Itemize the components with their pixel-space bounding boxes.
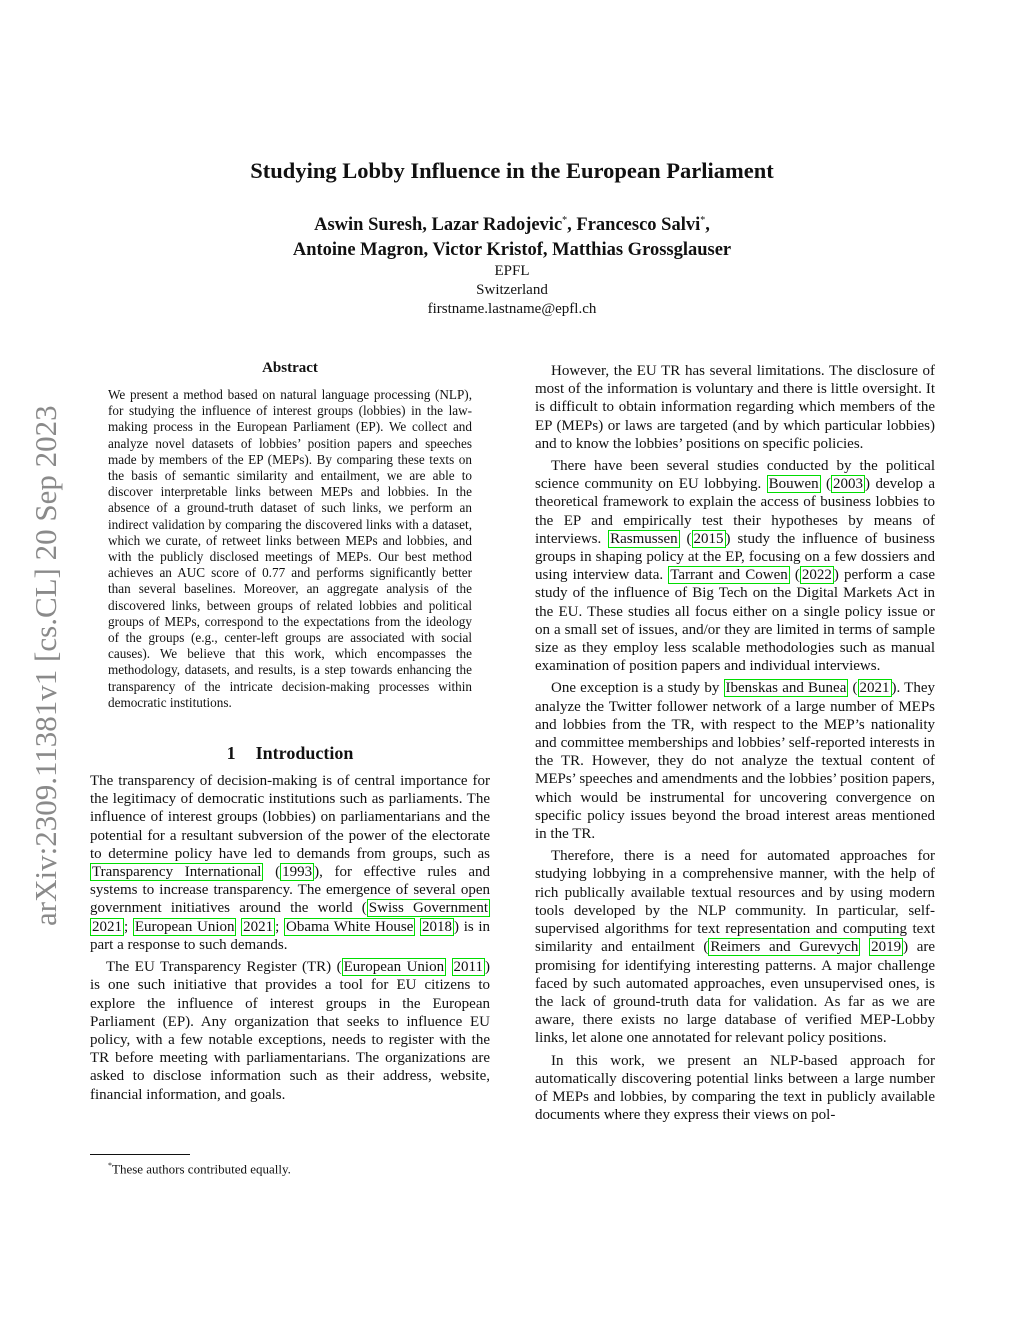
citation-link[interactable]: Swiss Government bbox=[368, 900, 488, 917]
citation-link[interactable]: European Union bbox=[134, 918, 235, 935]
affiliation bbox=[0, 262, 1024, 319]
body-paragraph-3: One exception is a study by Ibenskas and Bunea ( 2021 ). They analyze the Twitter follower network of a large number of MEPs and lobbies from the TR, with respect to the MEP’s nationality and committee memberships and lobbies’ self-reported interests in the TR. However, they do not analyze the textual content of MEPs’ speeches and amendments and the lobbies’ position papers, which would be instrumental for uncovering convergence on specific policy issues beyond the broad interest areas mentioned in the TR. bbox=[535, 680, 936, 843]
body-paragraph-1: However, the EU TR has several limitations. The disclosure of most of the information is voluntary and there is little oversight. It is difficult to obtain information regarding which members of the EP (MEPs) or laws are targeted (and by which particular lobbies) and to know the lobbies’ positions on specific policies. bbox=[535, 363, 935, 452]
citation-link[interactable]: 2003 bbox=[833, 476, 864, 493]
paper-title: Studying Lobby Influence in the European Parliament bbox=[250, 158, 774, 183]
country: Switzerland bbox=[476, 282, 548, 298]
abstract-text: We present a method based on natural language processing (NLP), for studying the influence of interest groups (lobbies) in the law-making process in the European Parliament (EP). We collect and analyze novel datasets of lobbies’ position papers and speeches made by members of the EP (MEPs). By comparing these texts on the basis of semantic similarity and entailment, we are able to discover interpretable links between MEPs and lobbies. In the absence of a ground-truth dataset of such links, we perform an indirect validation by comparing the discovered links with a dataset, which we curate, of retweet links between MEPs and lobbies, and with the publicly disclosed meetings of MEPs. Our best method achieves an AUC score of 0.77 and performs significantly better than several baselines. Moreover, an aggregate analysis of the discovered links, between groups of related lobbies and political groups of MEPs, correspond to the expectations from the ideology of the groups (e.g., center-left groups are associated with social causes). We believe that this work, which encompasses the methodology, datasets, and results, is a step towards enhancing the transparency of the intricate decision-making processes within democratic institutions. bbox=[108, 387, 472, 710]
body-paragraph-2: There have been several studies conducted by the political science community on EU lobbying. Bouwen ( 2003 ) develop a theoretical framework to explain the access of business lobbies to the EP and empirically test their hypotheses by means of interviews. Rasmussen ( 2015 ) study the influence of business groups in shaping policy at the EP, focusing on a few dossiers and using interview data. Tarrant and Cowen ( 2022 ) perform a case study of the influence of Big Tech on the Digital Markets Act in the EU. These studies all focus either on a single policy issue or on a small set of issues, and/or they are limited in terms of sample size as they employ less scalable methodologies such as manual examination of position papers and individual interviews. bbox=[535, 458, 936, 675]
intro-paragraph-2: The EU Transparency Register (TR) ( European Union 2011 ) is one such initiative that provides a tool for EU citizens to explore the influence of interest groups in the European Parliament (EP). Any organization that seeks to influence EU policy, with a few notable exceptions, needs to register with the TR before meeting with parliamentarians. The organizations are asked to disclose information such as their address, website, financial information, and goals. bbox=[90, 959, 490, 1103]
body-paragraph-5: In this work, we present an NLP-based approach for automatically discovering potential links between a large number of MEPs and lobbies, by comparing the text in publicly available documents where they express their views on pol- bbox=[535, 1052, 935, 1124]
citation-link[interactable]: 2018 bbox=[422, 918, 453, 935]
citation-link[interactable]: 2015 bbox=[693, 530, 724, 547]
citation-link[interactable]: 2021 bbox=[92, 918, 122, 935]
citation-link[interactable]: European Union bbox=[343, 959, 445, 976]
citation-link[interactable]: Reimers and Gurevych bbox=[710, 939, 859, 956]
footnote: *These authors contributed equally. bbox=[108, 1161, 291, 1177]
citation-link[interactable]: Transparency International bbox=[92, 864, 262, 881]
section-heading-introduction: 1 Introduction bbox=[226, 743, 354, 764]
right-column bbox=[535, 362, 935, 1124]
citation-link[interactable]: 2019 bbox=[871, 939, 902, 956]
footnote-divider bbox=[90, 1154, 190, 1155]
institution: EPFL bbox=[494, 263, 530, 279]
citation-link[interactable]: 2011 bbox=[453, 959, 483, 976]
citation-link[interactable]: 2021 bbox=[859, 680, 890, 697]
citation-link[interactable]: 2021 bbox=[243, 918, 274, 935]
citation-link[interactable]: 2022 bbox=[801, 567, 832, 584]
abstract-heading: Abstract bbox=[262, 360, 318, 376]
citation-link[interactable]: 1993 bbox=[282, 864, 313, 881]
citation-link[interactable]: Bouwen bbox=[768, 476, 819, 493]
author-line-2: Antoine Magron, Victor Kristof, Matthias Grossglauser bbox=[292, 240, 732, 261]
citation-link[interactable]: Rasmussen bbox=[610, 530, 678, 547]
author-line-1: Aswin Suresh, Lazar Radojevic*, Francesco Salvi*, bbox=[314, 215, 710, 236]
body-paragraph-4: Therefore, there is a need for automated approaches for studying lobbying in a comprehensive manner, with the help of rich publically available textual resources and by using modern tools developed by the NLP community. In particular, self-supervised algorithms for text representation and computing text similarity and entailment ( Reimers and Gurevych 2019 ) are promising for identifying interesting patterns. A major challenge faced by such automated approaches, even unsupervised ones, is the lack of ground-truth data for validation. As far as we are aware, there exists no large database of verified MEP-Lobby links, let alone one annotated for relevant policy positions. bbox=[535, 848, 935, 1047]
citation-link[interactable]: Ibenskas and Bunea bbox=[725, 680, 847, 697]
email: firstname.lastname@epfl.ch bbox=[427, 301, 597, 317]
arxiv-identifier: arXiv:2309.11381v1 [cs.CL] 20 Sep 2023 bbox=[28, 405, 63, 927]
author-list bbox=[0, 208, 1024, 263]
left-column bbox=[90, 360, 490, 1104]
citation-link[interactable]: Obama White House bbox=[286, 918, 414, 935]
citation-link[interactable]: Tarrant and Cowen bbox=[670, 567, 788, 584]
intro-paragraph-1: The transparency of decision-making is of central importance for the legitimacy of democratic institutions such as parliaments. The influence of interest groups (lobbies) on parliamentarians and the potential for a resultant subversion of the power of the electorate to determine policy have led to demands from groups, such as Transparency International ( 1993 ), for effective rules and systems to increase transparency. The emergence of several open government initiatives around the world ( Swiss Government 2021 ; European Union 2021 ; Obama White House 2018 ) is in part a response to such demands. bbox=[90, 773, 491, 953]
